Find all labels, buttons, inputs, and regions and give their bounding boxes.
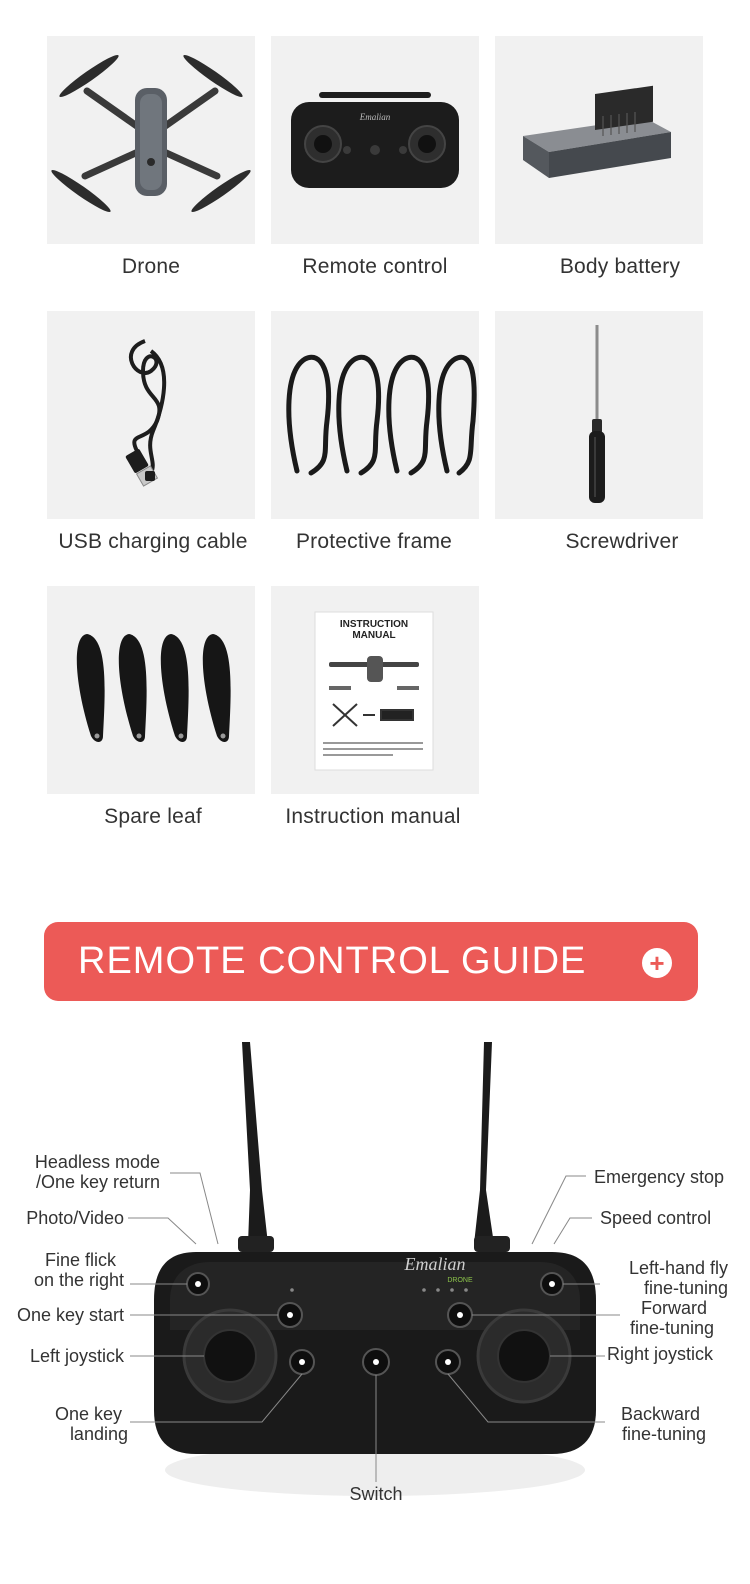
- label-switch: Switch: [349, 1484, 403, 1504]
- label-landing-line2: landing: [69, 1424, 128, 1444]
- brand-sub: DRONE: [447, 1277, 473, 1284]
- screwdriver-tile: [495, 311, 703, 519]
- caption-instruction-manual: Instruction manual: [285, 805, 461, 828]
- label-headless-line2: /One key return: [35, 1172, 160, 1192]
- manual-cover-line1: INSTRUCTION: [339, 619, 409, 630]
- caption-screwdriver: Screwdriver: [565, 530, 679, 553]
- caption-usb-cable: USB charging cable: [58, 530, 248, 553]
- label-backward-line1: Backward: [620, 1404, 700, 1424]
- label-left-hand-fly: [590, 1258, 728, 1298]
- remote-control-tile: [271, 36, 479, 244]
- label-right-joystick: Right joystick: [607, 1344, 714, 1364]
- label-speed-control: Speed control: [600, 1208, 712, 1228]
- caption-spare-leaf: Spare leaf: [104, 805, 202, 828]
- remote-control-icon: [271, 36, 479, 244]
- propeller-icon: [47, 586, 255, 794]
- protective-frame-icon: [271, 311, 479, 519]
- label-backward-line2: fine-tuning: [621, 1424, 706, 1444]
- caption-drone: Drone: [121, 255, 181, 278]
- label-headless-mode: [10, 1152, 160, 1192]
- label-left-joystick: Left joystick: [29, 1346, 124, 1366]
- battery-icon: [495, 36, 703, 244]
- usb-cable-icon: [47, 311, 255, 519]
- protective-frame-tile: [271, 311, 479, 519]
- manual-tile: [271, 586, 479, 794]
- manual-cover-line2: MANUAL: [352, 630, 396, 641]
- caption-remote-control: Remote control: [302, 255, 448, 278]
- usb-cable-tile: [47, 311, 255, 519]
- label-landing-line1: One key: [54, 1404, 122, 1424]
- label-backward-fine-tuning: [600, 1404, 706, 1444]
- remote-guide-banner: [44, 922, 698, 1001]
- brand-text: Emalian: [404, 1254, 466, 1274]
- screwdriver-icon: [495, 311, 703, 519]
- label-one-key-start: One key start: [16, 1305, 124, 1325]
- drone-icon: [47, 36, 255, 244]
- spare-leaf-tile: [47, 586, 255, 794]
- manual-icon: [271, 586, 479, 794]
- remote-control-diagram: [0, 1030, 750, 1584]
- label-forward-fine-tuning: [600, 1298, 714, 1338]
- label-left-hand-line2: fine-tuning: [643, 1278, 728, 1298]
- manual-cover-title: [315, 619, 433, 641]
- label-fine-flick-line2: on the right: [33, 1270, 124, 1290]
- plus-symbol: +: [649, 948, 665, 978]
- drone-tile: [47, 36, 255, 244]
- caption-protective-frame: Protective frame: [295, 530, 453, 553]
- battery-tile: [495, 36, 703, 244]
- plus-icon[interactable]: [642, 948, 672, 978]
- svg-text:Emalian: Emalian: [359, 112, 391, 122]
- label-forward-line2: fine-tuning: [629, 1318, 714, 1338]
- label-headless-line1: Headless mode: [34, 1152, 160, 1172]
- label-one-key-landing: [0, 1404, 128, 1444]
- label-left-hand-line1: Left-hand fly: [628, 1258, 728, 1278]
- banner-title: REMOTE CONTROL GUIDE: [78, 940, 587, 982]
- label-fine-flick: [0, 1250, 124, 1290]
- label-emergency-stop: Emergency stop: [594, 1167, 725, 1187]
- caption-body-battery: Body battery: [559, 255, 681, 278]
- label-fine-flick-line1: Fine flick: [44, 1250, 116, 1270]
- label-photo-video: Photo/Video: [26, 1208, 124, 1228]
- label-forward-line1: Forward: [640, 1298, 707, 1318]
